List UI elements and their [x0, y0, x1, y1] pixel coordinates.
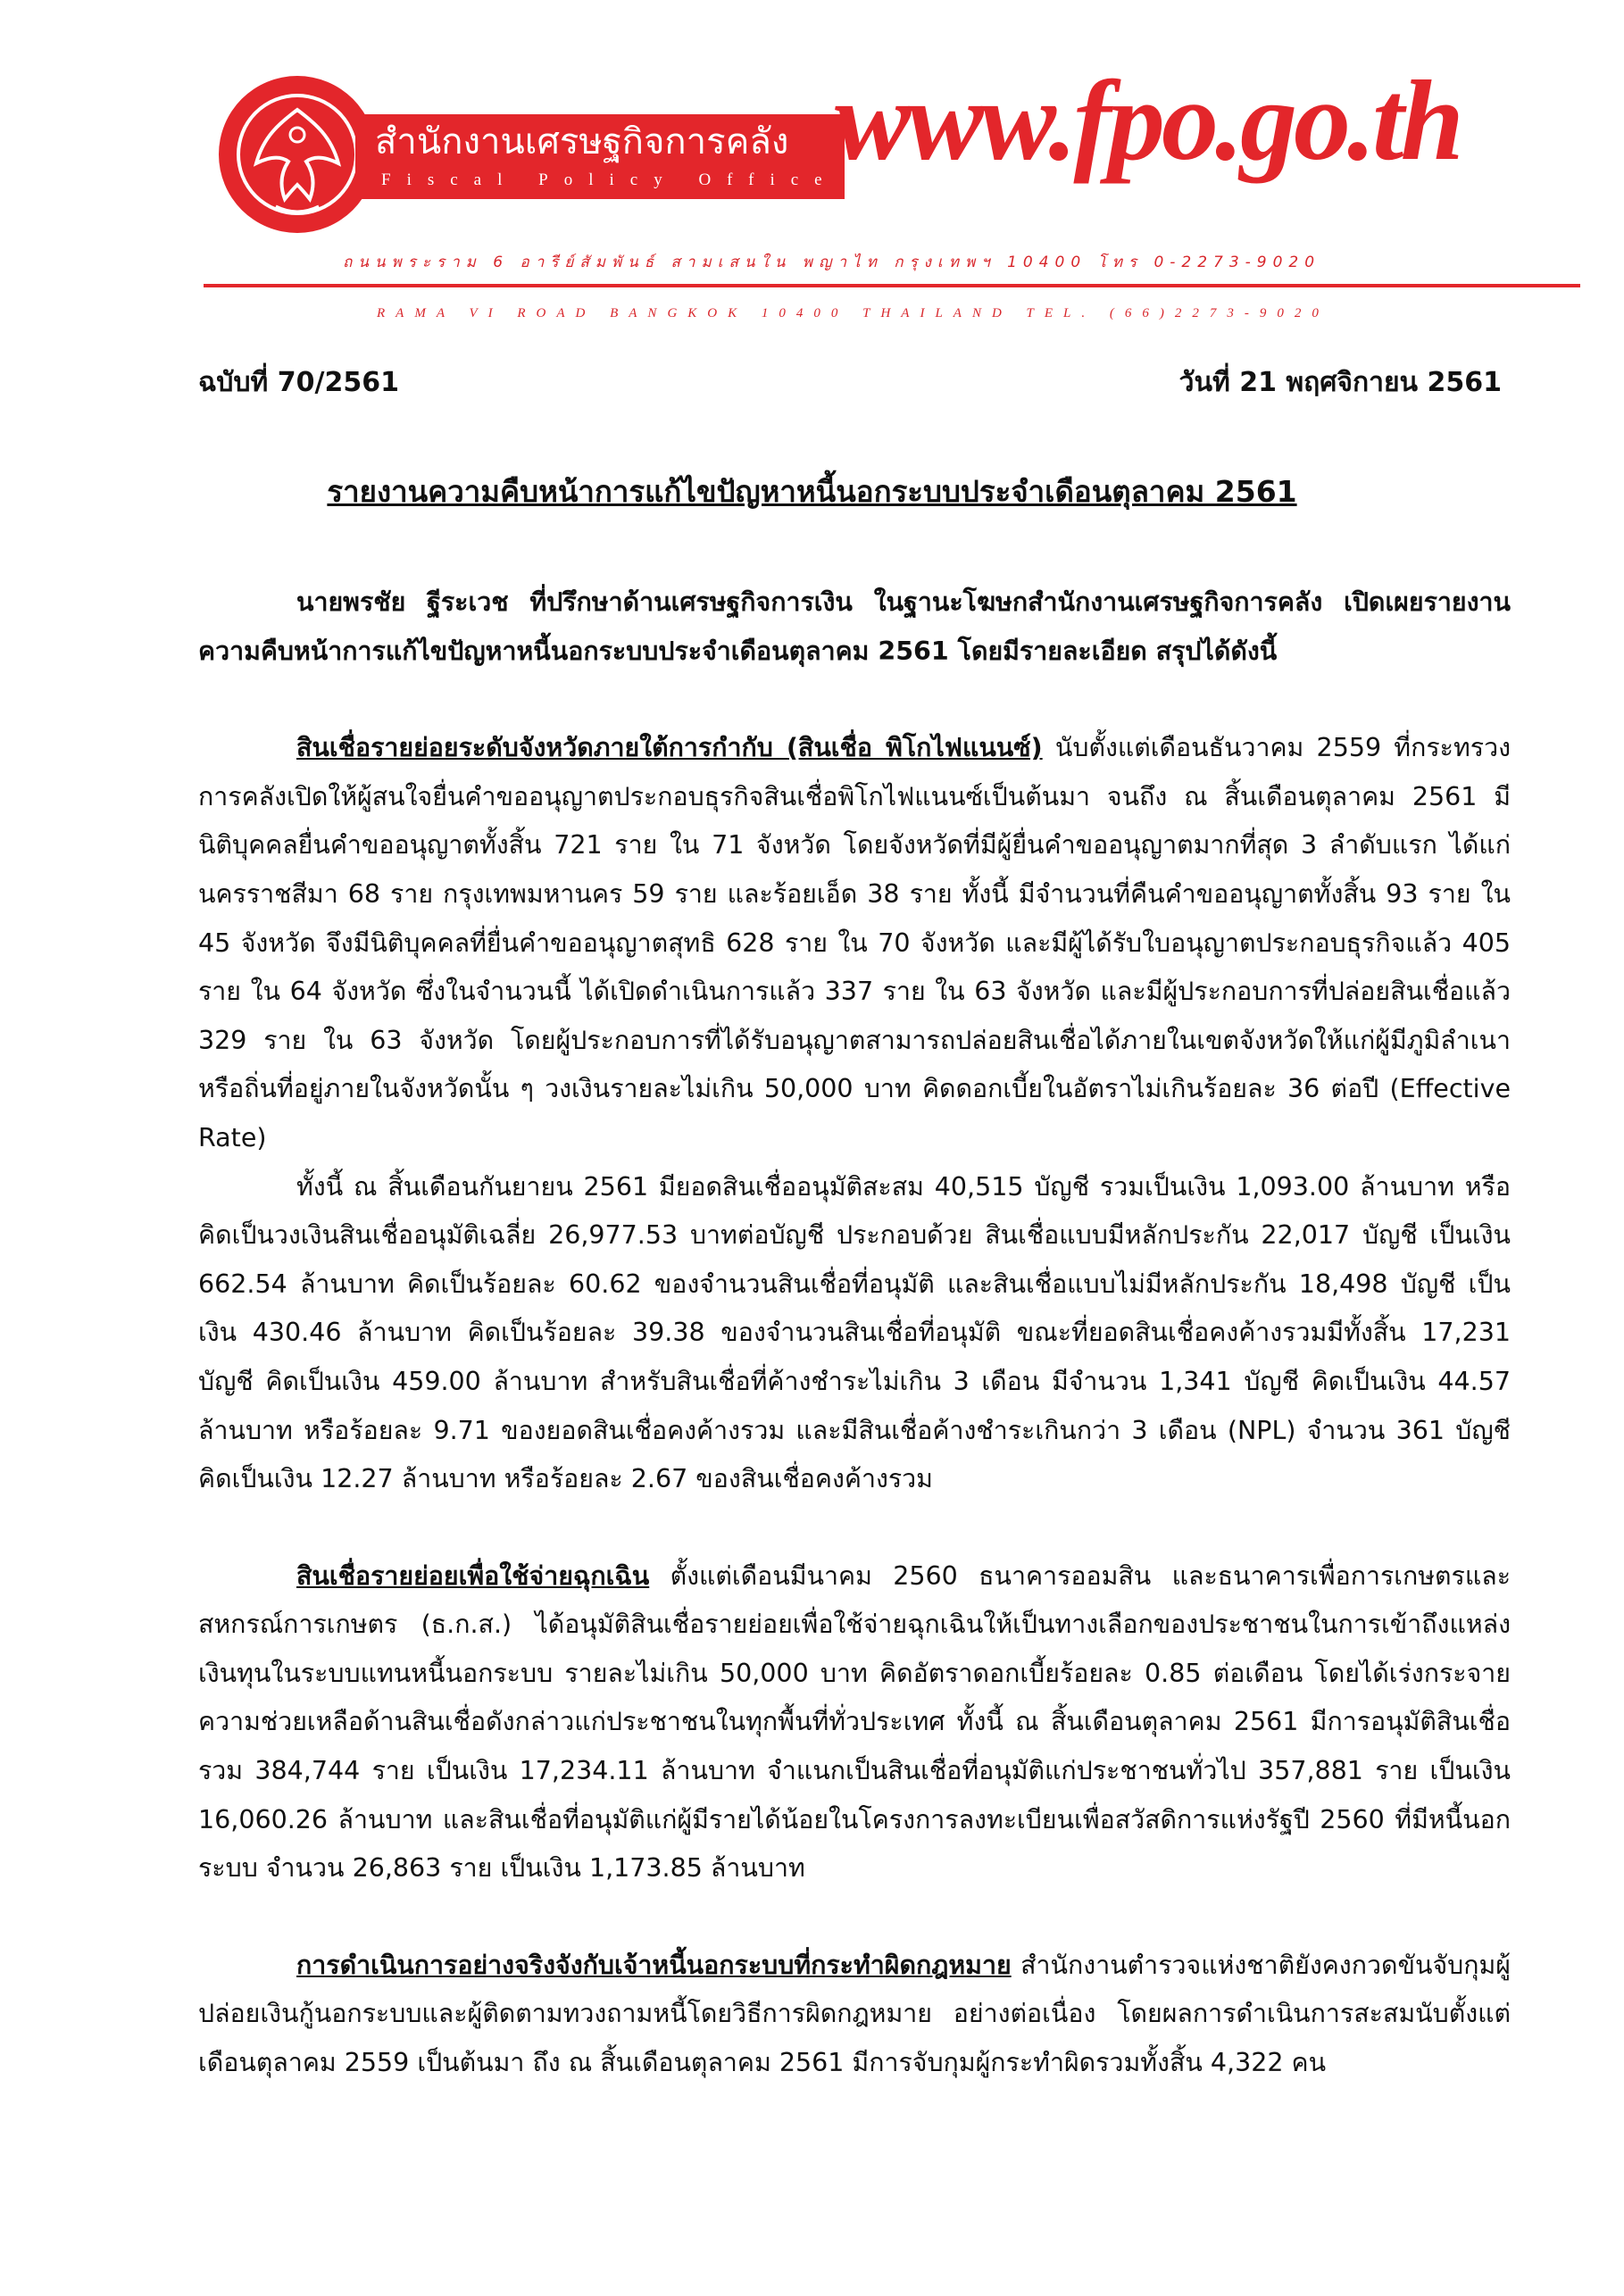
office-name-thai: สำนักงานเศรษฐกิจการคลัง	[375, 121, 789, 162]
office-name-english: Fiscal Policy Office	[381, 171, 838, 189]
issue-number: ฉบับที่ 70/2561	[198, 367, 399, 398]
section-heading: การดำเนินการอย่างจริงจังกับเจ้าหนี้นอกระบบที่กระทำผิดกฎหมาย	[296, 1950, 1012, 1980]
section-pico-finance	[198, 724, 1511, 1162]
intro-paragraph: นายพรชัย ฐีระเวช ที่ปรึกษาด้านเศรษฐกิจการเงิน ในฐานะโฆษกสำนักงานเศรษฐกิจการคลัง เปิดเผยรายงานความคืบหน้าการแก้ไขปัญหาหนี้นอกระบบประจำเดือนตุลาคม 2561 โดยมีรายละเอียด สรุปได้ดังนี้	[198, 587, 1511, 666]
garuda-seal-logo	[217, 74, 378, 235]
section-law-enforcement	[198, 1942, 1511, 2088]
address-english: RAMA VI ROAD BANGKOK 10400 THAILAND TEL. (66)2273-9020	[377, 306, 1329, 320]
section-text: นับตั้งแต่เดือนธันวาคม 2559 ที่กระทรวงการคลังเปิดให้ผู้สนใจยื่นคำขออนุญาตประกอบธุรกิจสินเชื่อพิโกไฟแนนซ์เป็นต้นมา จนถึง ณ สิ้นเดือนตุลาคม 2561 มีนิติบุคคลยื่นคำขออนุญาตทั้งสิ้น 721 ราย ใน 71 จังหวัด โดยจังหวัดที่มีผู้ยื่นคำขออนุญาตมากที่สุด 3 ลำดับแรก ได้แก่ นครราชสีมา 68 ราย กรุงเทพมหานคร 59 ราย และร้อยเอ็ด 38 ราย ทั้งนี้ มีจำนวนที่คืนคำขออนุญาตทั้งสิ้น 93 ราย ใน 45 จังหวัด จึงมีนิติบุคคลที่ยื่นคำขออนุญาตสุทธิ 628 ราย ใน 70 จังหวัด และมีผู้ได้รับใบอนุญาตประกอบธุรกิจแล้ว 405 ราย ใน 64 จังหวัด ซึ่งในจำนวนนี้ ได้เปิดดำเนินการแล้ว 337 ราย ใน 63 จังหวัด และมีผู้ประกอบการที่ปล่อยสินเชื่อแล้ว 329 ราย ใน 63 จังหวัด โดยผู้ประกอบการที่ได้รับอนุญาตสามารถปล่อยสินเชื่อได้ภายในเขตจังหวัดให้แก่ผู้มีภูมิลำเนาหรือถิ่นที่อยู่ภายในจังหวัดนั้น ๆ วงเงินรายละไม่เกิน 50,000 บาท คิดดอกเบี้ยในอัตราไม่เกินร้อยละ 36 ต่อปี (Effective Rate)	[198, 733, 1511, 1152]
section-pico-finance-stats: ทั้งนี้ ณ สิ้นเดือนกันยายน 2561 มียอดสินเชื่ออนุมัติสะสม 40,515 บัญชี รวมเป็นเงิน 1,093.00 ล้านบาท หรือคิดเป็นวงเงินสินเชื่ออนุมัติเฉลี่ย 26,977.53 บาทต่อบัญชี ประกอบด้วย สินเชื่อแบบมีหลักประกัน 22,017 บัญชี เป็นเงิน 662.54 ล้านบาท คิดเป็นร้อยละ 60.62 ของจำนวนสินเชื่อที่อนุมัติ และสินเชื่อแบบไม่มีหลักประกัน 18,498 บัญชี เป็นเงิน 430.46 ล้านบาท คิดเป็นร้อยละ 39.38 ของจำนวนสินเชื่อที่อนุมัติ ขณะที่ยอดสินเชื่อคงค้างรวมมีทั้งสิ้น 17,231 บัญชี คิดเป็นเงิน 459.00 ล้านบาท สำหรับสินเชื่อที่ค้างชำระไม่เกิน 3 เดือน มีจำนวน 1,341 บัญชี คิดเป็นเงิน 44.57 ล้านบาท หรือร้อยละ 9.71 ของยอดสินเชื่อคงค้างรวม และมีสินเชื่อค้างชำระเกินกว่า 3 เดือน (NPL) จำนวน 361 บัญชี คิดเป็นเงิน 12.27 ล้านบาท หรือร้อยละ 2.67 ของสินเชื่อคงค้างรวม	[198, 1171, 1511, 1494]
document-title: รายงานความคืบหน้าการแก้ไขปัญหาหนี้นอกระบบประจำเดือนตุลาคม 2561	[327, 474, 1297, 509]
section-text: ตั้งแต่เดือนมีนาคม 2560 ธนาคารออมสิน และธนาคารเพื่อการเกษตรและสหกรณ์การเกษตร (ธ.ก.ส.) ได้อนุมัติสินเชื่อรายย่อยเพื่อใช้จ่ายฉุกเฉินให้เป็นทางเลือกของประชาชนในการเข้าถึงแหล่งเงินทุนในระบบแทนหนี้นอกระบบ รายละไม่เกิน 50,000 บาท คิดอัตราดอกเบี้ยร้อยละ 0.85 ต่อเดือน โดยได้เร่งกระจายความช่วยเหลือด้านสินเชื่อดังกล่าวแก่ประชาชนในทุกพื้นที่ทั่วประเทศ ทั้งนี้ ณ สิ้นเดือนตุลาคม 2561 มีการอนุมัติสินเชื่อรวม 384,744 ราย เป็นเงิน 17,234.11 ล้านบาท จำแนกเป็นสินเชื่อที่อนุมัติแก่ประชาชนทั่วไป 357,881 ราย เป็นเงิน 16,060.26 ล้านบาท และสินเชื่อที่อนุมัติแก่ผู้มีรายได้น้อยในโครงการลงทะเบียนเพื่อสวัสดิการแห่งรัฐปี 2560 ที่มีหนี้นอกระบบ จำนวน 26,863 ราย เป็นเงิน 1,173.85 ล้านบาท	[198, 1560, 1511, 1884]
document-body	[198, 578, 1511, 2088]
section-heading: สินเชื่อรายย่อยเพื่อใช้จ่ายฉุกเฉิน	[296, 1560, 650, 1591]
header-divider	[204, 284, 1580, 287]
section-text: สำนักงานตำรวจแห่งชาติยังคงกวดขันจับกุมผู้ปล่อยเงินกู้นอกระบบและผู้ติดตามทวงถามหนี้โดยวิธีการผิดกฎหมาย อย่างต่อเนื่อง โดยผลการดำเนินการสะสมนับตั้งแต่เดือนตุลาคม 2559 เป็นต้นมา ถึง ณ สิ้นเดือนตุลาคม 2561 มีการจับกุมผู้กระทำผิดรวมทั้งสิ้น 4,322 คน	[198, 1950, 1511, 2078]
issue-date: วันที่ 21 พฤศจิกายน 2561	[1178, 367, 1502, 398]
section-emergency-loan	[198, 1552, 1511, 1893]
address-thai: ถนนพระราม 6 อารีย์สัมพันธ์ สามเสนใน พญาไท กรุงเทพฯ 10400 โทร 0-2273-9020	[343, 254, 1321, 271]
website-url: www.fpo.go.th	[835, 57, 1461, 184]
section-heading: สินเชื่อรายย่อยระดับจังหวัดภายใต้การกำกับ (สินเชื่อ พิโกไฟแนนซ์)	[296, 733, 1043, 763]
